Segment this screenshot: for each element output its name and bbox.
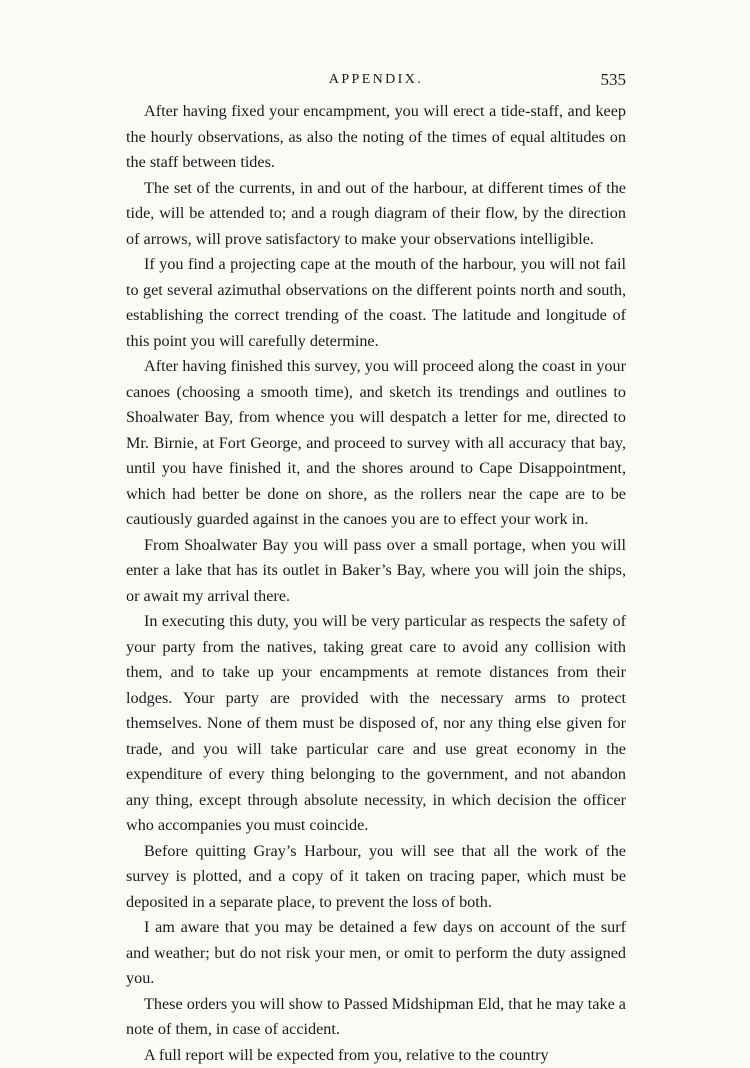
paragraph: I am aware that you may be detained a few days on account of the surf and weather; but do not risk your men, or omit to perform the duty assigned you. [126, 915, 626, 992]
body-text [126, 99, 626, 1068]
paragraph: The set of the currents, in and out of the harbour, at different times of the tide, will be attended to; and a rough diagram of their flow, by the direction of arrows, will prove satisfactory to make your observations intelligible. [126, 176, 626, 253]
paragraph: Before quitting Gray’s Harbour, you will see that all the work of the survey is plotted, and a copy of it taken on tracing paper, which must be deposited in a separate place, to prevent the loss of both. [126, 839, 626, 916]
paragraph: A full report will be expected from you, relative to the country [126, 1043, 626, 1068]
paragraph: From Shoalwater Bay you will pass over a small portage, when you will enter a lake that has its outlet in Baker’s Bay, where you will join the ships, or await my arrival there. [126, 533, 626, 610]
page-number: 535 [601, 70, 627, 90]
paragraph: In executing this duty, you will be very particular as respects the safety of your party from the natives, taking great care to avoid any collision with them, and to take up your encampments at remote distances from their lodges. Your party are provided with the necessary arms to protect themselves. None of them must be disposed of, nor any thing else given for trade, and you will take particular care and use great economy in the expenditure of every thing belonging to the government, and not abandon any thing, except through absolute necessity, in which decision the officer who accompanies you must coincide. [126, 609, 626, 839]
running-head-title: APPENDIX. [126, 72, 626, 88]
paragraph: After having fixed your encampment, you will erect a tide-staff, and keep the hourly observations, as also the noting of the times of equal altitudes on the staff between tides. [126, 99, 626, 176]
paragraph: These orders you will show to Passed Midshipman Eld, that he may take a note of them, in case of accident. [126, 992, 626, 1043]
running-head [126, 70, 626, 94]
paragraph: If you find a projecting cape at the mouth of the harbour, you will not fail to get several azimuthal observations on the different points north and south, establishing the correct trending of the coast. The latitude and longitude of this point you will carefully determine. [126, 252, 626, 354]
paragraph: After having finished this survey, you will proceed along the coast in your canoes (choosing a smooth time), and sketch its trendings and outlines to Shoalwater Bay, from whence you will despatch a letter for me, directed to Mr. Birnie, at Fort George, and proceed to survey with all accuracy that bay, until you have finished it, and the shores around to Cape Disappointment, which had better be done on shore, as the rollers near the cape are to be cautiously guarded against in the canoes you are to effect your work in. [126, 354, 626, 533]
